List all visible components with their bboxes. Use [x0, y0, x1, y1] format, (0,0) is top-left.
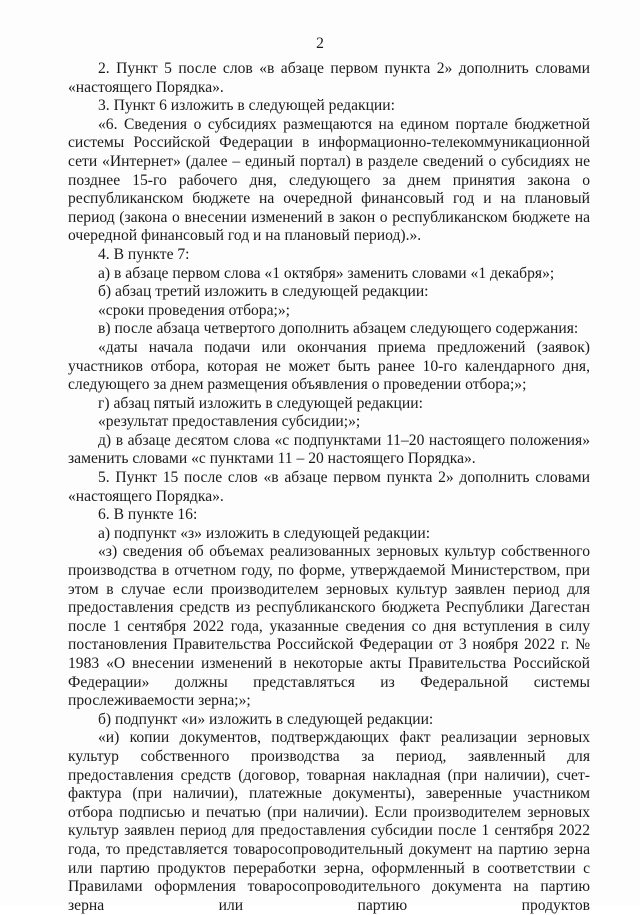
paragraph-subitem-v: в) после абзаца четвертого дополнить абзацем следующего содержания:	[98, 320, 579, 338]
paragraph-subitem-i-intro: б) подпункт «и» изложить в следующей редакции:	[98, 710, 434, 728]
page-number: 2	[316, 35, 324, 52]
paragraph-subitem-z-text: «з) сведения об объемах реализованных зерновых культур собственного производства в отчетном году, по форме, утверждаемой Министерством, при этом в случае если производителем зерновых культур заявлен период для предоставления средств из республиканского бюджета Республики Дагестан после 1 сентября 2022 года, указанные сведения со дня вступления в силу постановления Правительства Российской Федерации от 3 ноября 2022 г. № 1983 «О внесении изменений в некоторые акты Правительства Российской Федерации» должны представляться из Федеральной системы прослеживаемости зерна;»;	[68, 543, 590, 710]
paragraph-subitem-d: д) в абзаце десятом слова «с подпунктами 11–20 настоящего положения» заменить словами «с пунктами 11 – 20 настоящего Порядка».	[68, 431, 590, 468]
paragraph-item-3: 3. Пункт 6 изложить в следующей редакции:	[98, 97, 395, 115]
paragraph-subitem-z-intro: а) подпункт «з» изложить в следующей редакции:	[98, 524, 431, 542]
paragraph-subitem-i-text: «и) копии документов, подтверждающих факт реализации зерновых культур собственного производства за период, заявленный для предоставления средств (договор, товарная накладная (при наличии), счет-фактура (при наличии), платежные документы), заверенные участником отбора подписью и печатью (при наличии). Если производителем зерновых культур заявлен период для предоставления субсидии после 1 сентября 2022 года, то представляется товаросопроводительный документ на партию зерна или партию продуктов переработки зерна, оформленный в соответствии с Правилами оформления товаросопроводительного документа на партию зерна или партию продуктов	[68, 729, 590, 914]
paragraph-item-6-text: «6. Сведения о субсидиях размещаются на едином портале бюджетной системы Российской Федерации в информационно-телекоммуникационной сети «Интернет» (далее – единый портал) в разделе сведений о субсидиях не позднее 15-го рабочего дня, следующего за днем принятия закона о республиканском бюджете на очередной финансовый год и на плановый период (закона о внесении изменений в закон о республиканском бюджете на очередной финансовый год и на плановый период).».	[68, 115, 590, 245]
paragraph-item-6: 6. В пункте 16:	[98, 506, 198, 524]
paragraph-dates-text: «даты начала подачи или окончания приема предложений (заявок) участников отбора, которая не может быть ранее 10-го календарного дня, следующего за днем размещения объявления о проведении отбора;»;	[68, 338, 590, 394]
paragraph-item-5: 5. Пункт 15 после слов «в абзаце первом пункта 2» дополнить словами «настоящего Порядка».	[68, 469, 590, 505]
document-body	[68, 60, 590, 915]
paragraph-subitem-a: а) в абзаце первом слова «1 октября» заменить словами «1 декабря»;	[98, 264, 555, 282]
paragraph-item-2: 2. Пункт 5 после слов «в абзаце первом пункта 2» дополнить словами «настоящего Порядка».	[68, 60, 590, 96]
paragraph-deadlines-text: «сроки проведения отбора;»;	[98, 301, 290, 319]
paragraph-item-4: 4. В пункте 7:	[98, 245, 190, 263]
paragraph-result-text: «результат предоставления субсидии;»;	[98, 413, 361, 431]
paragraph-subitem-g: г) абзац пятый изложить в следующей редакции:	[98, 394, 423, 412]
paragraph-subitem-b: б) абзац третий изложить в следующей редакции:	[98, 283, 429, 301]
